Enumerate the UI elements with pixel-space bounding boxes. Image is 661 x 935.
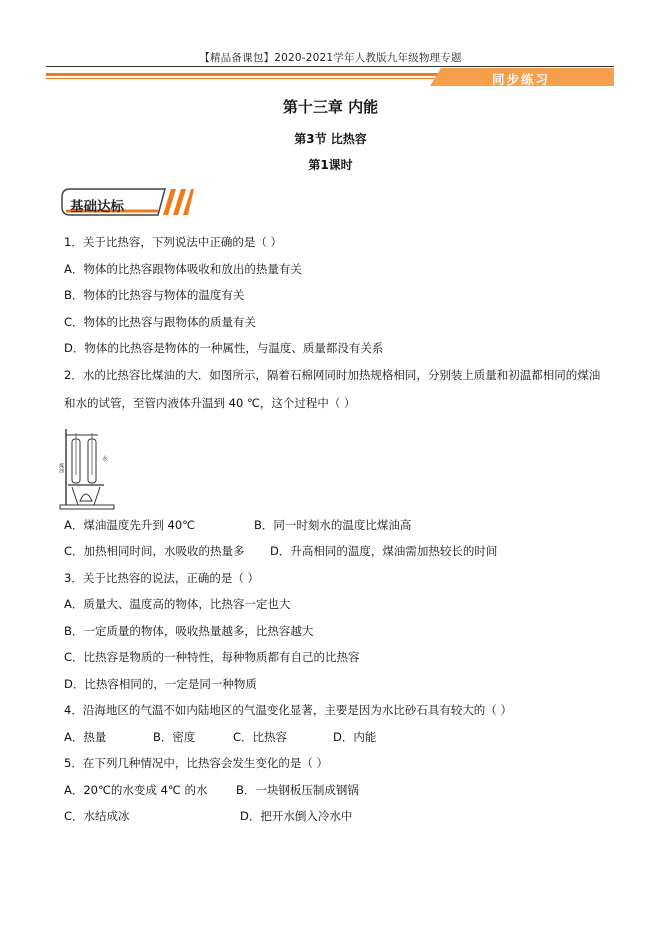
q2-stem-line1: 2．水的比热容比煤油的大．如图所示，隔着石棉网同时加热规格相同，分别装上质量和初温都相同的煤油	[64, 368, 601, 382]
page-header: 【精品备课包】2020-2021学年人教版九年级物理专题	[199, 52, 462, 64]
q3-option-c: C．比热容是物质的一种特性，每种物质都有自己的比热容	[64, 650, 360, 664]
q2-option-a: A．煤油温度先升到 40℃	[64, 518, 196, 532]
q3-stem: 3．关于比热容的说法，正确的是（ ）	[64, 571, 259, 585]
q4-option-a: A．热量	[64, 730, 107, 744]
header-band	[46, 73, 446, 76]
heating-apparatus-figure	[58, 425, 118, 511]
water-label: 水	[102, 456, 109, 463]
q1-option-c: C．物体的比热容与跟物体的质量有关	[64, 315, 257, 329]
section-title: 第3节 比热容	[294, 132, 367, 146]
q2-option-d: D．升高相同的温度，煤油需加热较长的时间	[270, 544, 498, 558]
q3-option-b: B．一定质量的物体，吸收热量越多，比热容越大	[64, 624, 314, 638]
q1-option-b: B．物体的比热容与物体的温度有关	[64, 288, 245, 302]
header-band-thin	[46, 78, 446, 79]
q2-stem-line2: 和水的试管，至管内液体升温到 40 ℃，这个过程中（ ）	[64, 396, 356, 410]
lesson-title: 第1课时	[308, 158, 353, 172]
q1-option-d: D．物体的比热容是物体的一种属性，与温度、质量都没有关系	[64, 341, 384, 355]
q3-option-a: A．质量大、温度高的物体，比热容一定也大	[64, 597, 291, 611]
section-badge-label: 基础达标	[70, 199, 124, 215]
q5-option-d: D．把开水倒入冷水中	[240, 809, 353, 823]
q4-option-d: D．内能	[333, 730, 377, 744]
q3-option-d: D．比热容相同的，一定是同一种物质	[64, 677, 257, 691]
q2-option-c: C．加热相同时间，水吸收的热量多	[64, 544, 245, 558]
q2-option-b: B．同一时刻水的温度比煤油高	[254, 518, 412, 532]
q5-option-c: C．水结成冰	[64, 809, 130, 823]
header-rule	[46, 66, 614, 67]
q4-option-c: C．比热容	[233, 730, 288, 744]
chapter-title: 第十三章 内能	[282, 98, 379, 116]
q5-stem: 5．在下列几种情况中，比热容会发生变化的是（ ）	[64, 756, 328, 770]
q1-stem: 1．关于比热容，下列说法中正确的是（ ）	[64, 235, 282, 249]
kerosene-label: 煤油	[58, 463, 64, 473]
q4-stem: 4．沿海地区的气温不如内陆地区的气温变化显著，主要是因为水比砂石具有较大的（ ）	[64, 703, 512, 717]
q5-option-a: A．20℃的水变成 4℃ 的水	[64, 783, 208, 797]
q4-option-b: B．密度	[153, 730, 196, 744]
header-tab-label: 同步练习	[491, 72, 550, 87]
q1-option-a: A．物体的比热容跟物体吸收和放出的热量有关	[64, 262, 302, 276]
q5-option-b: B．一块钢板压制成钢锅	[236, 783, 359, 797]
